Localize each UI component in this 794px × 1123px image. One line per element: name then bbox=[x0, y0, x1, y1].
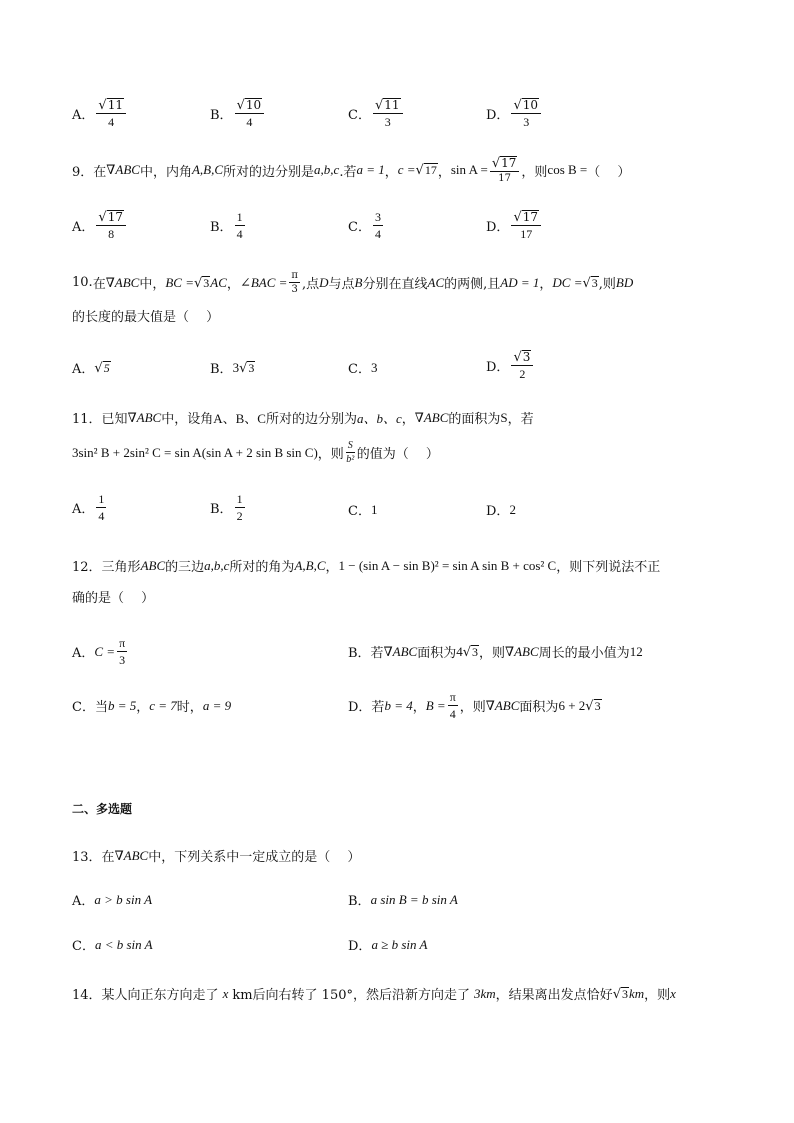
option-b-fraction: √ 10 4 bbox=[235, 98, 265, 129]
q13-option-a: A． a > b sin A bbox=[72, 891, 153, 909]
q11-option-a: A． $\frac{1}{4}$ bbox=[72, 492, 105, 523]
q14-stem: 14． 某人向正东方向走了 x km后向右转了 150°，然后沿新方向走了 3km ，结果离出发点恰好 √ 3 km ，则 x bbox=[72, 985, 676, 1003]
q11-option-b: B． $\frac{1}{2}$ bbox=[210, 492, 243, 523]
q9-option-b: B． $\frac{1}{4}$ bbox=[210, 210, 243, 241]
q11-option-d: D． 2 bbox=[486, 501, 516, 519]
q11-stem-line2: 3sin² B + 2sin² C = sin A(sin A + 2 sin B sin C) ，则 $\frac{S}{\text{b²}}$ 的值为（ ） bbox=[72, 440, 439, 465]
option-c-label: C． bbox=[348, 108, 371, 123]
q13-option-b: B． a sin B = b sin A bbox=[348, 891, 458, 909]
option-d-fraction: √ 10 3 bbox=[511, 98, 541, 129]
option-a-fraction: √ 11 4 bbox=[96, 98, 126, 129]
prev-option-c bbox=[348, 98, 405, 129]
q9-option-c: C． $\frac{3}{4}$ bbox=[348, 210, 381, 241]
option-b-label: B． bbox=[210, 108, 233, 123]
q10-option-b: B． 3 √ 3 bbox=[210, 359, 255, 377]
q10-stem-line1: 10. 在 ∇ABC 中， BC = √ 3 AC ， ∠BAC = $\frac{\pi}{3}$ ,点 D 与点 B 分别在直线 AC 的两侧,且 AD = 1 ， DC = √ 3 ,则 BD bbox=[72, 270, 634, 295]
option-d-label: D． bbox=[486, 108, 510, 123]
q12-stem-line1: 12． 三角形 ABC 的三边 a,b,c 所对的角为 A,B,C ， 1 − (sin A − sin B)² = sin A sin B + cos² C ，则下列说法不正 bbox=[72, 557, 661, 575]
q13-option-c: C． a < b sin A bbox=[72, 936, 153, 954]
q11-stem-line1: 11． 已知 ∇ABC 中，设角 A、B、C 所对的边分别为 a、b、c ， ∇ABC 的面积为 S ，若 bbox=[72, 409, 534, 427]
q9-option-d: D． √ 17 17 bbox=[486, 210, 543, 241]
q12-option-d: D．若 b = 4 ， B = $\frac{\pi}{4}$ ，则 ∇ABC 面积为 6 + 2 √ 3 bbox=[348, 690, 601, 721]
q13-stem: 13． 在 ∇ABC 中，下列关系中一定成立的是（ ） bbox=[72, 847, 361, 865]
q11-option-c: C． 1 bbox=[348, 501, 378, 519]
q10-option-a: A． √ 5 bbox=[72, 360, 110, 377]
prev-option-b bbox=[210, 98, 266, 129]
section-title: 二、多选题 bbox=[72, 802, 133, 816]
q12-option-b: B．若 ∇ABC 面积为 4 √ 3 ，则 ∇ABC 周长的最小值为 12 bbox=[348, 643, 643, 661]
q12-stem-line2: 确的是（ ） bbox=[72, 591, 155, 606]
q12-option-a: A． C = $\frac{\pi}{3}$ bbox=[72, 636, 126, 667]
q9-option-a: A． √ 17 8 bbox=[72, 210, 128, 241]
q10-stem-line2: 的长度的最大值是（ ） bbox=[72, 310, 220, 325]
option-c-fraction: √ 11 3 bbox=[373, 98, 403, 129]
q12-option-c: C．当 b = 5 ， c = 7 时， a = 9 bbox=[72, 697, 232, 715]
option-a-label: A． bbox=[72, 108, 95, 123]
q10-option-c: C． 3 bbox=[348, 359, 378, 377]
prev-options-row bbox=[72, 98, 128, 129]
prev-option-d bbox=[486, 98, 543, 129]
q13-option-d: D． a ≥ b sin A bbox=[348, 936, 428, 954]
q10-option-d: D． √ 3 2 bbox=[486, 350, 535, 381]
q9-stem: 9． 在 ∇ABC 中，内角 A,B,C 所对的边分别是 a,b,c .若 a = 1 ， c = √ 17 ， sin A = √ 17 17 ，则 cos B = （ ） bbox=[72, 156, 631, 184]
